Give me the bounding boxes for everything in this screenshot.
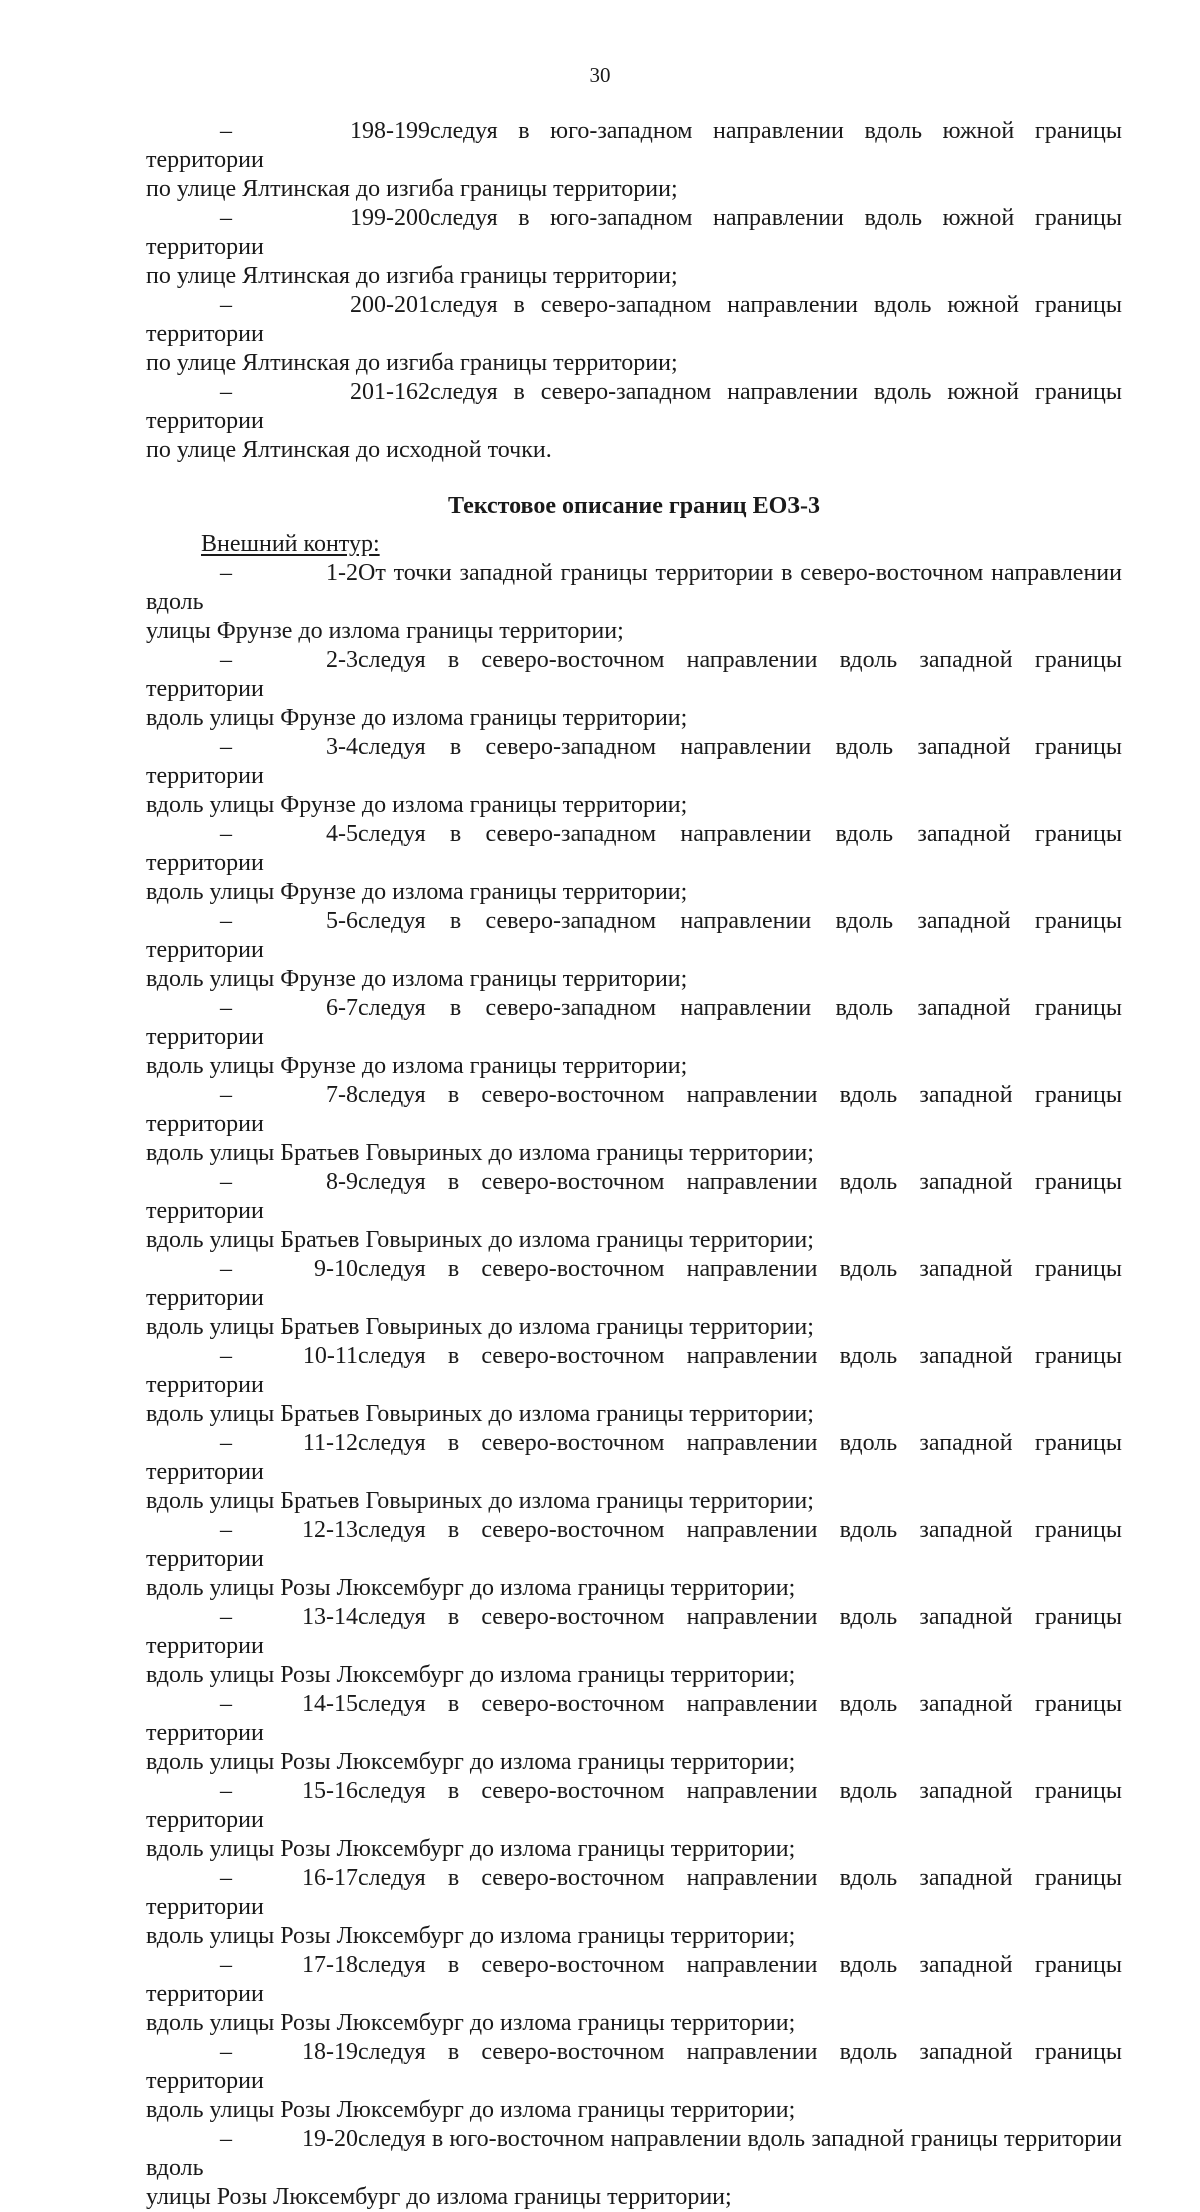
segment-continuation: по улице Ялтинская до изгиба границы территории;	[146, 176, 678, 202]
segment-first-line	[146, 1690, 1122, 1748]
segment-first-line	[146, 559, 1122, 617]
segment-first-line	[146, 1429, 1122, 1487]
segment-number: – 9-10	[220, 1256, 358, 1282]
segment-first-line	[146, 1081, 1122, 1139]
segment-first-line	[146, 1864, 1122, 1922]
boundary-segment	[146, 907, 1122, 994]
segment-continuation: вдоль улицы Братьев Говыриных до излома границы территории;	[146, 1488, 814, 1514]
segment-continuation: вдоль улицы Братьев Говыриных до излома границы территории;	[146, 1140, 814, 1166]
segment-first-line	[146, 907, 1122, 965]
segment-number: – 5-6	[220, 908, 358, 934]
segment-number: – 199-200	[220, 205, 430, 231]
segment-first-line	[146, 1951, 1122, 2009]
boundary-segment	[146, 1777, 1122, 1864]
segment-description: следуя в северо-восточном направлении вдоль западной границы территории	[146, 1691, 1122, 1746]
boundary-segment	[146, 1951, 1122, 2038]
segment-continuation: вдоль улицы Братьев Говыриных до излома границы территории;	[146, 1401, 814, 1427]
segment-description: следуя в северо-восточном направлении вдоль западной границы территории	[146, 1604, 1122, 1659]
boundary-segment	[146, 1429, 1122, 1516]
segment-number: – 8-9	[220, 1169, 358, 1195]
boundary-segment	[146, 1864, 1122, 1951]
segment-first-line	[146, 1777, 1122, 1835]
segment-continuation: вдоль улицы Фрунзе до излома границы территории;	[146, 966, 688, 992]
segment-description: следуя в северо-восточном направлении вдоль западной границы территории	[146, 1256, 1122, 1311]
segment-description: следуя в северо-восточном направлении вдоль западной границы территории	[146, 647, 1122, 702]
segment-description: следуя в юго-восточном направлении вдоль западной границы территории вдоль	[146, 2126, 1122, 2181]
segment-description: следуя в северо-восточном направлении вдоль западной границы территории	[146, 1865, 1122, 1920]
segment-first-line	[146, 2038, 1122, 2096]
segment-continuation: вдоль улицы Братьев Говыриных до излома границы территории;	[146, 1314, 814, 1340]
segment-number: – 201-162	[220, 379, 430, 405]
boundary-segment	[146, 2125, 1122, 2212]
segment-continuation: вдоль улицы Фрунзе до излома границы территории;	[146, 705, 688, 731]
segment-number: – 4-5	[220, 821, 358, 847]
segment-first-line	[146, 1603, 1122, 1661]
boundary-list-eoz-3	[146, 559, 1122, 2212]
segment-description: следуя в северо-восточном направлении вдоль западной границы территории	[146, 1343, 1122, 1398]
page-number: 30	[589, 63, 611, 87]
segment-first-line	[146, 1255, 1122, 1313]
boundary-segment	[146, 117, 1122, 204]
segment-description: следуя в северо-восточном направлении вдоль западной границы территории	[146, 1778, 1122, 1833]
segment-continuation: по улице Ялтинская до изгиба границы территории;	[146, 350, 678, 376]
segment-continuation: вдоль улицы Розы Люксембург до излома границы территории;	[146, 2010, 796, 2036]
segment-first-line	[146, 1168, 1122, 1226]
segment-description: следуя в северо-западном направлении вдоль западной границы территории	[146, 821, 1122, 876]
section-title: Текстовое описание границ ЕОЗ-3	[448, 493, 820, 519]
segment-description: следуя в северо-восточном направлении вдоль западной границы территории	[146, 1082, 1122, 1137]
segment-description: следуя в северо-восточном направлении вдоль западной границы территории	[146, 1952, 1122, 2007]
segment-description: следуя в юго-западном направлении вдоль южной границы территории	[146, 205, 1122, 260]
boundary-segment	[146, 2038, 1122, 2125]
boundary-list-previous	[146, 117, 1122, 465]
boundary-segment	[146, 1690, 1122, 1777]
boundary-segment	[146, 291, 1122, 378]
segment-continuation: вдоль улицы Фрунзе до излома границы территории;	[146, 1053, 688, 1079]
segment-description: следуя в северо-западном направлении вдоль западной границы территории	[146, 908, 1122, 963]
segment-continuation: вдоль улицы Розы Люксембург до излома границы территории;	[146, 2097, 796, 2123]
segment-first-line	[146, 117, 1122, 175]
segment-continuation: вдоль улицы Братьев Говыриных до излома границы территории;	[146, 1227, 814, 1253]
segment-continuation: вдоль улицы Фрунзе до излома границы территории;	[146, 792, 688, 818]
boundary-segment	[146, 820, 1122, 907]
boundary-segment	[146, 204, 1122, 291]
boundary-segment	[146, 378, 1122, 465]
segment-description: следуя в северо-западном направлении вдоль южной границы территории	[146, 292, 1122, 347]
boundary-segment	[146, 1081, 1122, 1168]
segment-description: следуя в северо-восточном направлении вдоль западной границы территории	[146, 2039, 1122, 2094]
segment-continuation: по улице Ялтинская до изгиба границы территории;	[146, 263, 678, 289]
segment-description: следуя в северо-западном направлении вдоль западной границы территории	[146, 995, 1122, 1050]
segment-continuation: вдоль улицы Розы Люксембург до излома границы территории;	[146, 1923, 796, 1949]
segment-first-line	[146, 820, 1122, 878]
segment-description: следуя в северо-западном направлении вдоль западной границы территории	[146, 734, 1122, 789]
segment-continuation: улицы Розы Люксембург до излома границы территории;	[146, 2184, 732, 2210]
segment-description: следуя в северо-восточном направлении вдоль западной границы территории	[146, 1169, 1122, 1224]
segment-description: следуя в северо-восточном направлении вдоль западной границы территории	[146, 1430, 1122, 1485]
segment-number: – 6-7	[220, 995, 358, 1021]
boundary-segment	[146, 994, 1122, 1081]
segment-first-line	[146, 291, 1122, 349]
segment-number: – 18-19	[220, 2039, 358, 2065]
segment-first-line	[146, 204, 1122, 262]
segment-number: – 14-15	[220, 1691, 358, 1717]
segment-continuation: вдоль улицы Розы Люксембург до излома границы территории;	[146, 1575, 796, 1601]
segment-number: – 16-17	[220, 1865, 358, 1891]
segment-number: – 12-13	[220, 1517, 358, 1543]
boundary-segment	[146, 1603, 1122, 1690]
boundary-segment	[146, 1168, 1122, 1255]
segment-continuation: улицы Фрунзе до излома границы территории;	[146, 618, 624, 644]
segment-continuation: вдоль улицы Фрунзе до излома границы территории;	[146, 879, 688, 905]
segment-number: – 10-11	[220, 1343, 358, 1369]
boundary-segment	[146, 559, 1122, 646]
segment-number: – 198-199	[220, 118, 430, 144]
segment-first-line	[146, 1516, 1122, 1574]
segment-continuation: по улице Ялтинская до исходной точки.	[146, 437, 552, 463]
segment-first-line	[146, 1342, 1122, 1400]
segment-first-line	[146, 646, 1122, 704]
segment-number: – 11-12	[220, 1430, 358, 1456]
segment-description: следуя в юго-западном направлении вдоль южной границы территории	[146, 118, 1122, 173]
segment-first-line	[146, 2125, 1122, 2183]
segment-number: – 3-4	[220, 734, 358, 760]
segment-continuation: вдоль улицы Розы Люксембург до излома границы территории;	[146, 1836, 796, 1862]
segment-first-line	[146, 733, 1122, 791]
segment-number: – 2-3	[220, 647, 358, 673]
segment-continuation: вдоль улицы Розы Люксембург до излома границы территории;	[146, 1662, 796, 1688]
segment-number: – 13-14	[220, 1604, 358, 1630]
segment-number: – 200-201	[220, 292, 430, 318]
contour-heading: Внешний контур:	[201, 531, 380, 557]
segment-description: следуя в северо-западном направлении вдоль южной границы территории	[146, 379, 1122, 434]
segment-number: – 7-8	[220, 1082, 358, 1108]
segment-description: следуя в северо-восточном направлении вдоль западной границы территории	[146, 1517, 1122, 1572]
segment-number: – 1-2	[220, 560, 358, 586]
segment-first-line	[146, 994, 1122, 1052]
boundary-segment	[146, 1516, 1122, 1603]
boundary-segment	[146, 1255, 1122, 1342]
segment-description: От точки западной границы территории в северо-восточном направлении вдоль	[146, 560, 1122, 615]
segment-number: – 15-16	[220, 1778, 358, 1804]
boundary-segment	[146, 646, 1122, 733]
boundary-segment	[146, 1342, 1122, 1429]
document-body	[146, 117, 1122, 2212]
segment-first-line	[146, 378, 1122, 436]
segment-continuation: вдоль улицы Розы Люксембург до излома границы территории;	[146, 1749, 796, 1775]
segment-number: – 19-20	[220, 2126, 358, 2152]
segment-number: – 17-18	[220, 1952, 358, 1978]
boundary-segment	[146, 733, 1122, 820]
